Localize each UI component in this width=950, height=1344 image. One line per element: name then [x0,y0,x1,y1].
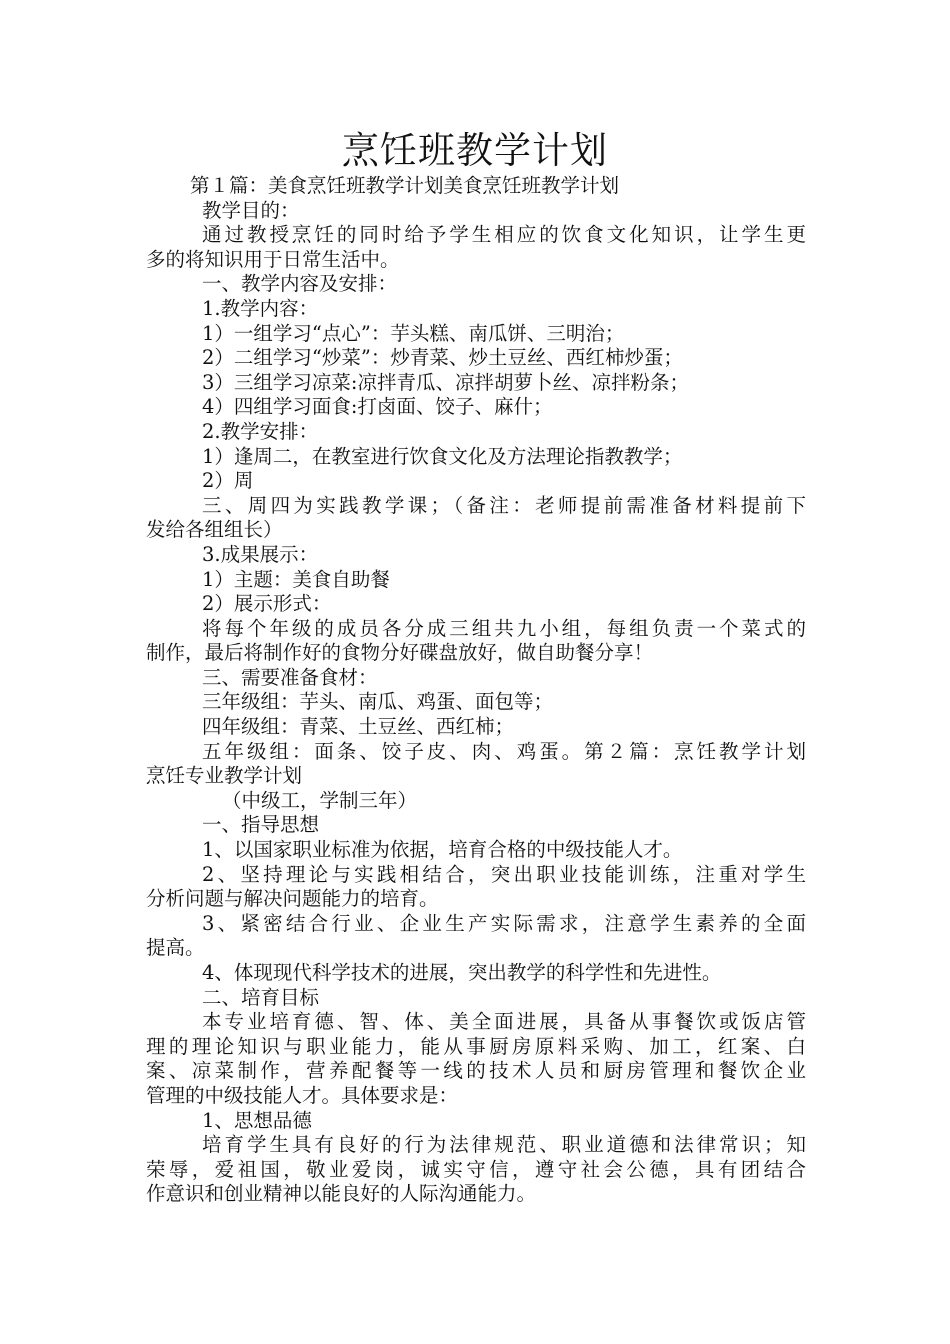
text-line: 一、指导思想 [202,813,320,837]
text-line: 案、凉菜制作，营养配餐等一线的技术人员和厨房管理和餐饮企业 [146,1059,806,1083]
text-line: 发给各组组长） [146,518,283,542]
text-line: 4）四组学习面食:打卤面、饺子、麻什； [202,395,553,419]
text-line: 将每个年级的成员各分成三组共九小组，每组负责一个菜式的 [202,616,806,640]
text-line: 2.教学安排： [202,419,319,443]
text-line: 3.成果展示： [202,542,319,566]
text-line: 2）周 [202,469,254,493]
text-line: 1）逢周二，在教室进行饮食文化及方法理论指教教学； [202,444,683,468]
text-line: 制作，最后将制作好的食物分好碟盘放好，做自助餐分享！ [146,641,654,665]
text-line: 理的理论知识与职业能力，能从事厨房原料采购、加工，红案、白 [146,1034,806,1058]
text-line: 分析问题与解决问题能力的培育。 [146,887,439,911]
text-line: 2）二组学习“炒菜”：炒青菜、炒土豆丝、西红柿炒蛋； [202,346,683,370]
text-line: 烹饪专业教学计划 [146,764,303,788]
text-line: 4、体现现代科学技术的进展，突出教学的科学性和先进性。 [202,961,722,984]
text-line: 一、教学内容及安排： [202,272,398,296]
text-line: 1、思想品德 [202,1108,312,1132]
text-line: 三年级组：芋头、南瓜、鸡蛋、面包等； [202,690,554,714]
text-line: 1）主题：美食自助餐 [202,567,390,591]
text-line: （中级工，学制三年） [222,788,418,812]
text-line: 2、坚持理论与实践相结合，突出职业技能训练，注重对学生 [202,862,806,886]
text-line: 3）三组学习凉菜:凉拌青瓜、凉拌胡萝卜丝、凉拌粉条； [202,370,689,394]
text-line: 管理的中级技能人才。具体要求是： [146,1083,459,1107]
text-line: 荣辱，爱祖国，敬业爱岗，诚实守信，遵守社会公德，具有团结合 [146,1157,806,1181]
text-line: 二、培育目标 [202,985,320,1009]
text-line: 四年级组：青菜、土豆丝、西红柿； [202,715,515,739]
text-line: 3、紧密结合行业、企业生产实际需求，注意学生素养的全面 [202,911,806,935]
text-line: 提高。 [146,936,205,960]
text-line: 通过教授烹饪的同时给予学生相应的饮食文化知识，让学生更 [202,223,806,247]
text-line: 三、需要准备食材： [202,665,378,689]
text-line: 培育学生具有良好的行为法律规范、职业道德和法律常识；知 [202,1133,806,1157]
text-line: 第１篇：美食烹饪班教学计划美食烹饪班教学计划 [190,174,620,197]
text-line: 1）一组学习“点心”：芋头糕、南瓜饼、三明治； [202,321,625,345]
text-line: 本专业培育德、智、体、美全面进展，具备从事餐饮或饭店管 [202,1010,806,1034]
text-line: 1、以国家职业标准为依据，培育合格的中级技能人才。 [202,838,683,862]
document-title: 烹饪班教学计划 [342,129,608,172]
text-line: 五年级组：面条、饺子皮、肉、鸡蛋。第２篇：烹饪教学计划 [202,739,806,763]
text-line: 教学目的： [202,198,300,222]
document-body [146,174,806,1207]
text-line: 三、周四为实践教学课；（备注：老师提前需准备材料提前下 [202,493,806,517]
text-line: 2）展示形式： [202,592,332,616]
text-line: 多的将知识用于日常生活中。 [146,247,400,271]
text-line: 作意识和创业精神以能良好的人际沟通能力。 [146,1182,537,1206]
text-line: 1.教学内容： [202,296,319,320]
